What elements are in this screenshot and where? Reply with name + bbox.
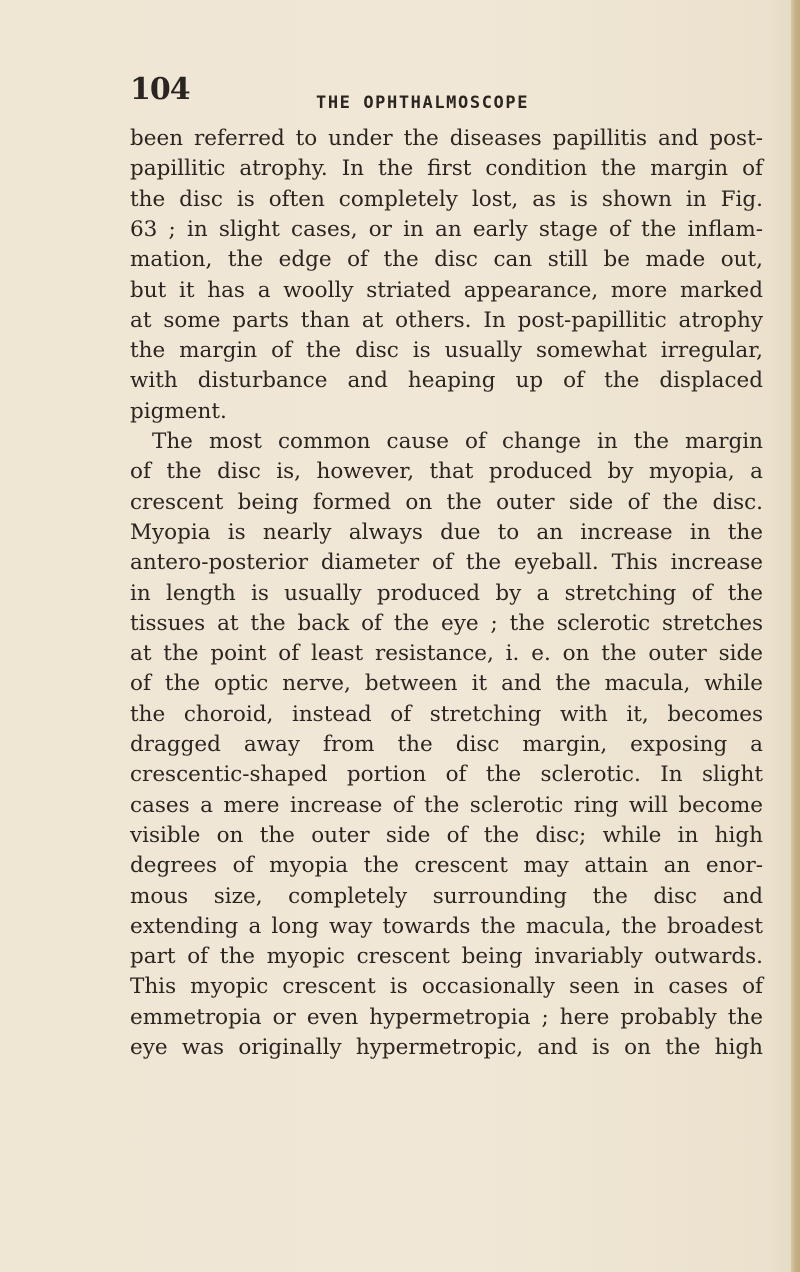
page-edge-shadow <box>791 0 800 1272</box>
paragraph-start-line: The most common cause of change in the margin <box>152 429 763 454</box>
text-line: been referred to under the diseases papillitis and post- <box>130 126 763 151</box>
running-head: THE OPHTHALMOSCOPE <box>316 93 530 113</box>
text-line: the margin of the disc is usually somewhat irregular, <box>130 338 763 364</box>
text-line: Myopia is nearly always due to an increase in the <box>130 519 763 545</box>
text-line: part of the myopic crescent being invariably outwards. <box>130 944 763 970</box>
page-number: 104 <box>130 72 190 107</box>
text-line: at some parts than at others. In post-papillitic atrophy <box>130 307 763 333</box>
text-line: at the point of least resistance, i. e. on the outer side <box>130 641 763 667</box>
text-line: but it has a woolly striated appearance, more marked <box>130 277 763 303</box>
text-line: extending a long way towards the macula, the broadest <box>130 913 763 939</box>
text-line: papillitic atrophy. In the first condition the margin of <box>130 156 763 182</box>
text-line: eye was originally hypermetropic, and is on the high <box>130 1035 763 1060</box>
text-line: pigment. <box>130 398 227 424</box>
text-line: the disc is often completely lost, as is shown in Fig. <box>130 186 763 212</box>
text-line: mous size, completely surrounding the disc and <box>130 883 763 909</box>
text-line: of the optic nerve, between it and the macula, while <box>130 671 763 697</box>
text-line: 63 ; in slight cases, or in an early stage of the inflam- <box>130 216 763 242</box>
text-line: of the disc is, however, that produced by myopia, a <box>130 459 763 485</box>
text-line: This myopic crescent is occasionally seen in cases of <box>130 974 763 1000</box>
text-line: emmetropia or even hypermetropia ; here probably the <box>130 1004 763 1030</box>
text-line: in length is usually produced by a stretching of the <box>130 580 763 606</box>
text-line: cases a mere increase of the sclerotic ring will become <box>130 792 763 818</box>
text-line: crescentic-shaped portion of the sclerotic. In slight <box>130 762 763 788</box>
text-line: with disturbance and heaping up of the displaced <box>130 368 763 394</box>
text-line: tissues at the back of the eye ; the sclerotic stretches <box>130 610 763 636</box>
text-line: mation, the edge of the disc can still be made out, <box>130 247 763 273</box>
text-line: the choroid, instead of stretching with it, becomes <box>130 701 763 727</box>
text-line: antero-posterior diameter of the eyeball. This increase <box>130 550 763 576</box>
text-line: crescent being formed on the outer side of the disc. <box>130 489 763 515</box>
text-line: visible on the outer side of the disc; while in high <box>130 822 763 848</box>
text-line: dragged away from the disc margin, exposing a <box>130 732 763 757</box>
text-line: degrees of myopia the crescent may attain an enor- <box>130 853 763 879</box>
